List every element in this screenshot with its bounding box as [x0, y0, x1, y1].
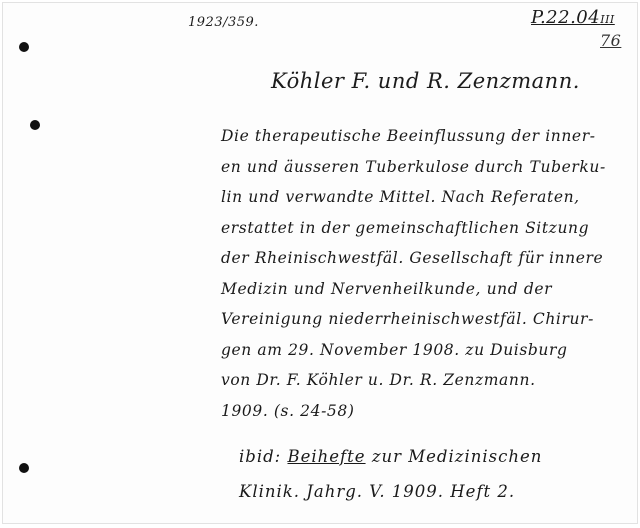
title-line: Vereinigung niederrheinischwestfäl. Chirur-: [221, 310, 594, 328]
title-line: Die therapeutische Beeinflussung der inner-: [221, 127, 596, 145]
call-number: 1923/359.: [188, 15, 259, 30]
title-line: erstattet in der gemeinschaftlichen Sitzung: [221, 218, 590, 237]
source-rest: zur Medizinischen: [371, 447, 543, 466]
title-line: der Rheinischwestfäl. Gesellschaft für innere: [221, 249, 604, 267]
source-line-1: [239, 439, 542, 474]
source-prefix: ibid:: [239, 447, 282, 466]
shelf-signature-sub: 76: [600, 31, 622, 50]
punch-hole: [19, 463, 29, 473]
title-line: von Dr. F. Köhler u. Dr. R. Zenzmann.: [221, 371, 536, 389]
source-reference: [239, 439, 542, 509]
title-line: 1909. (s. 24-58): [221, 401, 355, 420]
title-line: gen am 29. November 1908. zu Duisburg: [221, 340, 568, 359]
punch-hole: [30, 120, 40, 130]
title-line: lin und verwandte Mittel. Nach Referaten,: [221, 188, 580, 206]
punch-hole: [19, 42, 29, 52]
author-heading: Köhler F. und R. Zenzmann.: [271, 69, 580, 93]
source-line-2: Klinik. Jahrg. V. 1909. Heft 2.: [239, 482, 516, 501]
title-description: [221, 121, 635, 426]
catalog-card: [2, 2, 638, 524]
title-line: Medizin und Nervenheilkunde, und der: [221, 279, 553, 298]
title-line: en und äusseren Tuberkulose durch Tuberku-: [221, 157, 606, 176]
source-series: Beihefte: [287, 447, 366, 466]
shelf-signature: P.22.04III: [531, 7, 615, 28]
